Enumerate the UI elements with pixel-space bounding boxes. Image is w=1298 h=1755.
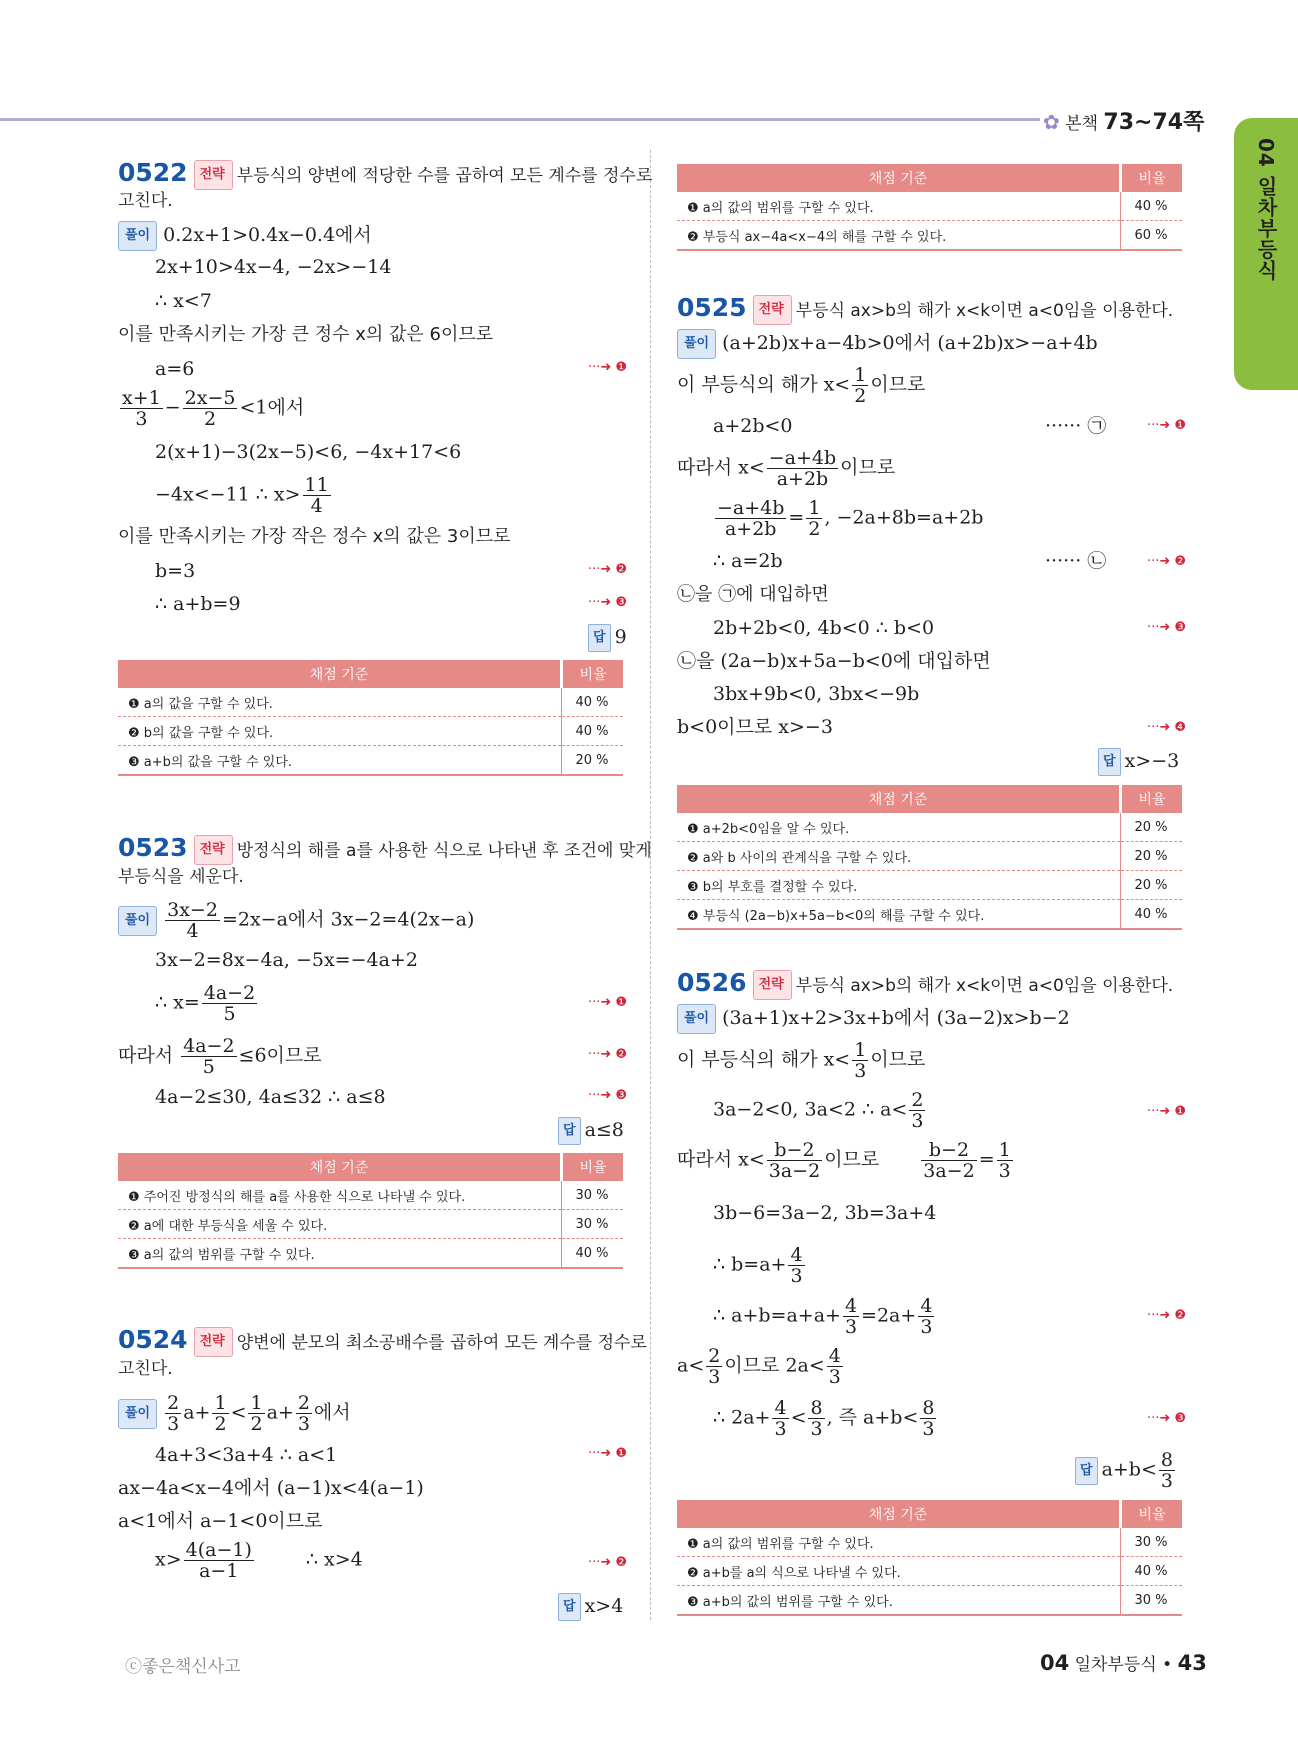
chapter-side-tab[interactable]: 04 일차부등식 [1234, 118, 1298, 390]
table-row: ❷ 부등식 ax−4a<x−4의 해를 구할 수 있다. 60 % [677, 221, 1182, 251]
copyright: ⓒ좋은책신사고 [125, 1657, 241, 1677]
fraction: $\frac{-a+4b}{a+2b}$ [717, 497, 785, 540]
fraction: $\frac{2x-5}{2}$ [184, 387, 236, 430]
solution-line: 3bx+9b<0, 3bx<−9b [713, 683, 920, 705]
table-row: ❶ a의 값의 범위를 구할 수 있다. 40 % [677, 192, 1182, 221]
step-marker: ···➜ ❸ [588, 595, 628, 610]
fraction: $\frac{2}{3}$ [297, 1392, 310, 1435]
answer-line: 답 9 [588, 624, 627, 652]
solution-line: 3b−6=3a−2, 3b=3a+4 [713, 1202, 937, 1224]
fraction: $\frac{-a+4b}{a+2b}$ [768, 447, 837, 490]
table-row: ❶ a의 값의 범위를 구할 수 있다. 30 % [677, 1528, 1182, 1557]
fraction: $\frac{8}{3}$ [810, 1397, 823, 1440]
solution-line: b<0이므로 x>−3 [677, 716, 833, 738]
problem-0523-heading: 0523 전략 방정식의 해를 a를 사용한 식으로 나타낸 후 조건에 맞게 [118, 835, 652, 865]
criteria-table-0526: 채점 기준 비율 ❶ a의 값의 범위를 구할 수 있다. 30 % ❷ a+b를 a의 식으로 나타낼 수 있다. 40 % ❸ a+b의 값의 범위를 구할 수 있다. 30 % [677, 1500, 1182, 1616]
step-marker: ···➜ ❶ [588, 360, 628, 375]
step-marker: ···➜ ❸ [588, 1088, 628, 1103]
table-row: ❷ a+b를 a의 식으로 나타낼 수 있다. 40 % [677, 1557, 1182, 1586]
criteria-table-0522: 채점 기준 비율 ❶ a의 값을 구할 수 있다. 40 % ❷ b의 값을 구할 수 있다. 40 % ❸ a+b의 값을 구할 수 있다. 20 % [118, 660, 623, 776]
fraction: $\frac{1}{3}$ [854, 1039, 867, 1082]
problem-0526-heading: 0526 전략 부등식 ax>b의 해가 x<k이면 a<0임을 이용한다. [677, 970, 1173, 1000]
step-marker: ···➜ ❸ [1147, 620, 1187, 635]
flower-icon: ✿ [1043, 110, 1060, 134]
fraction: $\frac{4}{3}$ [844, 1295, 858, 1338]
solution-line: 4a−2≤30, 4a≤32 ∴ a≤8 [155, 1086, 386, 1108]
fraction: $\frac{1}{2}$ [808, 497, 821, 540]
fraction: $\frac{2}{3}$ [167, 1392, 180, 1435]
fraction: $\frac{2}{3}$ [708, 1345, 721, 1388]
table-row: ❸ a+b의 값의 범위를 구할 수 있다. 30 % [677, 1586, 1182, 1616]
solution-line: 풀이 (a+2b)x+a−4b>0에서 (a+2b)x>−a+4b [677, 329, 1098, 359]
equation-tag: ······ ㉠ [1045, 415, 1107, 437]
solution-line: 따라서 x< $\frac{-a+4b}{a+2b}$ 이므로 [677, 447, 896, 490]
fraction: $\frac{1}{2}$ [214, 1392, 227, 1435]
step-marker: ···➜ ❶ [588, 1446, 628, 1461]
solution-line: x> $\frac{4(a-1)}{a-1}$ ∴ x>4 [155, 1539, 363, 1582]
fraction: $\frac{4}{3}$ [920, 1295, 933, 1338]
page-footer: 04 일차부등식 • 43 [1040, 1651, 1207, 1675]
fraction: $\frac{1}{3}$ [998, 1139, 1011, 1182]
problem-0522-heading: 0522 전략 부등식의 양변에 적당한 수를 곱하여 모든 계수를 정수로 [118, 160, 652, 190]
solution-line: a+2b<0 [713, 415, 793, 437]
step-marker: ···➜ ❷ [588, 562, 628, 577]
fraction: $\frac{1}{2}$ [250, 1392, 263, 1435]
fraction: $\frac{8}{3}$ [922, 1397, 935, 1440]
step-marker: ···➜ ❶ [1147, 418, 1187, 433]
solution-line: 4a+3<3a+4 ∴ a<1 [155, 1444, 338, 1466]
solution-line: 이를 만족시키는 가장 큰 정수 x의 값은 6이므로 [118, 324, 494, 345]
solution-line: 2b+2b<0, 4b<0 ∴ b<0 [713, 617, 935, 639]
problem-0525-heading: 0525 전략 부등식 ax>b의 해가 x<k이면 a<0임을 이용한다. [677, 295, 1173, 325]
solution-line: 풀이 $\frac{2}{3}$ a+ $\frac{1}{2}$ < $\frac{1}{2}$ a+ $\frac{2}{3}$ 에서 [118, 1393, 351, 1434]
table-row: ❷ b의 값을 구할 수 있다. 40 % [118, 717, 623, 746]
step-marker: ···➜ ❷ [1147, 554, 1187, 569]
solution-line: 풀이 0.2x+1>0.4x−0.4에서 [118, 221, 372, 251]
problem-0524-heading: 0524 전략 양변에 분모의 최소공배수를 곱하여 모든 계수를 정수로 [118, 1327, 647, 1357]
equation-tag: ······ ㉡ [1045, 550, 1107, 572]
table-row: ❷ a와 b 사이의 관계식을 구할 수 있다. 20 % [677, 842, 1182, 871]
table-row: ❸ b의 부호를 결정할 수 있다. 20 % [677, 871, 1182, 900]
step-marker: ···➜ ❶ [1147, 1104, 1187, 1119]
solution-line: ∴ a+b=a+a+ $\frac{4}{3}$ =2a+ $\frac{4}{3}$ [713, 1295, 933, 1338]
solution-line: 이 부등식의 해가 x< $\frac{1}{3}$ 이므로 [677, 1039, 926, 1082]
table-row: ❸ a의 값의 범위를 구할 수 있다. 40 % [118, 1239, 623, 1269]
solution-line: 2(x+1)−3(2x−5)<6, −4x+17<6 [155, 441, 462, 463]
fraction: $\frac{4}{3}$ [790, 1244, 803, 1287]
fraction: $\frac{4a-2}{5}$ [203, 982, 256, 1025]
fraction: $\frac{8}{3}$ [1160, 1449, 1173, 1492]
page-reference: ✿ 본책 73~74쪽 [1043, 110, 1205, 135]
table-row: ❹ 부등식 (2a−b)x+5a−b<0의 해를 구할 수 있다. 40 % [677, 900, 1182, 930]
fraction: $\frac{1}{2}$ [854, 364, 867, 407]
solution-line: a=6 [155, 358, 195, 380]
solution-line: ∴ x<7 [155, 290, 212, 312]
fraction: $\frac{x+1}{3}$ [122, 387, 161, 430]
answer-line: 답 a≤8 [558, 1117, 624, 1145]
solution-line: 풀이 (3a+1)x+2>3x+b에서 (3a−2)x>b−2 [677, 1004, 1070, 1034]
fraction: $\frac{4a-2}{5}$ [183, 1035, 235, 1078]
solution-line: $\frac{-a+4b}{a+2b}$ = $\frac{1}{2}$ , −2a+8b=a+2b [717, 497, 984, 540]
table-row: ❶ 주어진 방정식의 해를 a를 사용한 식으로 나타낼 수 있다. 30 % [118, 1181, 623, 1210]
table-row: ❶ a의 값을 구할 수 있다. 40 % [118, 688, 623, 717]
solution-line: 2x+10>4x−4, −2x>−14 [155, 256, 392, 278]
solution-line: ∴ a+b=9 [155, 593, 241, 615]
fraction: $\frac{2}{3}$ [911, 1089, 924, 1132]
step-marker: ···➜ ❷ [588, 1047, 628, 1062]
table-row: ❷ a에 대한 부등식을 세울 수 있다. 30 % [118, 1210, 623, 1239]
strategy-text: 고친다. [118, 1359, 173, 1379]
fraction: $\frac{3x-2}{4}$ [167, 899, 218, 942]
solution-line: 풀이 $\frac{3x-2}{4}$ =2x−a에서 3x−2=4(2x−a) [118, 900, 474, 941]
solution-line: ∴ 2a+ $\frac{4}{3}$ < $\frac{8}{3}$ , 즉 a+b< $\frac{8}{3}$ [713, 1397, 935, 1440]
fraction: $\frac{4}{3}$ [774, 1397, 787, 1440]
criteria-table-0523: 채점 기준 비율 ❶ 주어진 방정식의 해를 a를 사용한 식으로 나타낼 수 있다. 30 % ❷ a에 대한 부등식을 세울 수 있다. 30 % ❸ a의 값의 범위를 구할 수 있다. 40 % [118, 1153, 623, 1269]
answer-line: 답 x>−3 [1098, 748, 1179, 776]
solution-line: ㉡을 ㉠에 대입하면 [677, 584, 829, 605]
table-row: ❶ a+2b<0임을 알 수 있다. 20 % [677, 813, 1182, 842]
strategy-text: 고친다. [118, 191, 173, 211]
solution-line: 3a−2<0, 3a<2 ∴ a< $\frac{2}{3}$ [713, 1089, 924, 1132]
step-marker: ···➜ ❸ [1147, 1411, 1187, 1426]
strategy-text: 부등식을 세운다. [118, 867, 244, 887]
solution-line: ax−4a<x−4에서 (a−1)x<4(a−1) [118, 1477, 424, 1499]
fraction: $\frac{b-2}{3a-2}$ [768, 1139, 821, 1182]
fraction: $\frac{4}{3}$ [828, 1345, 841, 1388]
solution-line: 3x−2=8x−4a, −5x=−4a+2 [155, 949, 418, 971]
solution-line: 따라서 x< $\frac{b-2}{3a-2}$ 이므로 $\frac{b-2}{3a-2}$ = $\frac{1}{3}$ [677, 1139, 1011, 1182]
column-divider [650, 150, 651, 1620]
solution-line: $\frac{x+1}{3}$ − $\frac{2x-5}{2}$ <1에서 [122, 387, 305, 430]
fraction: $\frac{4(a-1)}{a-1}$ [185, 1539, 252, 1582]
step-marker: ···➜ ❹ [1147, 720, 1187, 735]
solution-line: a< $\frac{2}{3}$ 이므로 2a< $\frac{4}{3}$ [677, 1345, 841, 1388]
criteria-table-0525: 채점 기준 비율 ❶ a+2b<0임을 알 수 있다. 20 % ❷ a와 b 사이의 관계식을 구할 수 있다. 20 % ❸ b의 부호를 결정할 수 있다. 20 % ❹ 부등식 (2a−b)x+5a−b<0의 해를 구할 수 있다. 40 % [677, 785, 1182, 930]
solution-line: ∴ a=2b [713, 550, 783, 572]
table-row: ❸ a+b의 값을 구할 수 있다. 20 % [118, 746, 623, 776]
criteria-table-0524: 채점 기준 비율 ❶ a의 값의 범위를 구할 수 있다. 40 % ❷ 부등식 ax−4a<x−4의 해를 구할 수 있다. 60 % [677, 164, 1182, 251]
solution-line: a<1에서 a−1<0이므로 [118, 1510, 323, 1532]
solution-line: ∴ x= $\frac{4a-2}{5}$ [155, 982, 256, 1025]
solution-line: 따라서 $\frac{4a-2}{5}$ ≤6이므로 [118, 1035, 322, 1078]
solution-line: 이 부등식의 해가 x< $\frac{1}{2}$ 이므로 [677, 364, 926, 407]
answer-line: 답 x>4 [558, 1593, 623, 1621]
solution-line: ∴ b=a+ $\frac{4}{3}$ [713, 1244, 803, 1287]
solution-line: −4x<−11 ∴ x> $\frac{11}{4}$ [155, 474, 329, 517]
solution-line: ㉡을 (2a−b)x+5a−b<0에 대입하면 [677, 650, 991, 672]
step-marker: ···➜ ❷ [1147, 1308, 1187, 1323]
fraction: $\frac{b-2}{3a-2}$ [923, 1139, 975, 1182]
solution-line: b=3 [155, 560, 196, 582]
answer-line: 답 a+b< $\frac{8}{3}$ [1075, 1450, 1177, 1491]
step-marker: ···➜ ❷ [588, 1555, 628, 1570]
fraction: $\frac{11}{4}$ [304, 474, 329, 517]
step-marker: ···➜ ❶ [588, 995, 628, 1010]
header-rule [0, 118, 1040, 121]
solution-line: 이를 만족시키는 가장 작은 정수 x의 값은 3이므로 [118, 526, 511, 547]
